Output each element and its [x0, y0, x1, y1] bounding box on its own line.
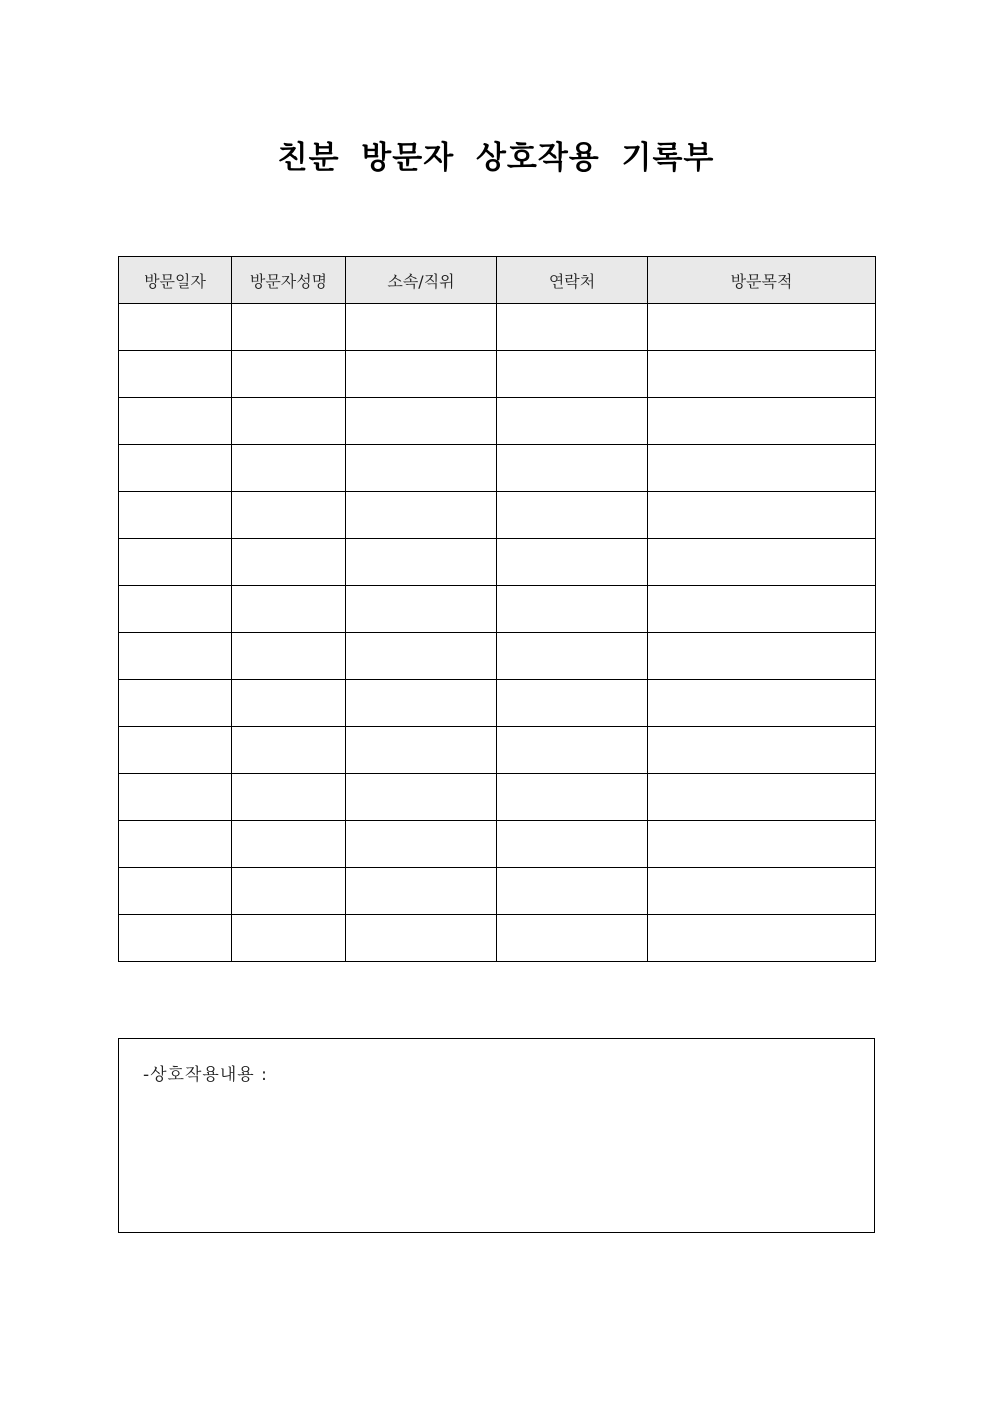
table-row — [119, 304, 876, 351]
affiliation-position-cell[interactable] — [346, 680, 497, 727]
visitor-name-cell[interactable] — [232, 821, 346, 868]
contact-cell[interactable] — [497, 868, 648, 915]
interaction-notes-box[interactable] — [118, 1038, 875, 1233]
contact-cell[interactable] — [497, 351, 648, 398]
affiliation-position-cell[interactable] — [346, 398, 497, 445]
affiliation-position-cell[interactable] — [346, 774, 497, 821]
visit-purpose-cell[interactable] — [648, 398, 876, 445]
visitor-name-cell[interactable] — [232, 774, 346, 821]
affiliation-position-cell[interactable] — [346, 727, 497, 774]
visit-purpose-cell[interactable] — [648, 492, 876, 539]
table-row — [119, 445, 876, 492]
affiliation-position-cell[interactable] — [346, 868, 497, 915]
visit-purpose-cell[interactable] — [648, 351, 876, 398]
table-row — [119, 915, 876, 962]
visitor-name-cell[interactable] — [232, 398, 346, 445]
visit-purpose-cell[interactable] — [648, 445, 876, 492]
contact-cell[interactable] — [497, 398, 648, 445]
visit-date-cell[interactable] — [119, 868, 232, 915]
affiliation-position-cell[interactable] — [346, 915, 497, 962]
column-header-contact: 연락처 — [497, 257, 648, 304]
visit-date-cell[interactable] — [119, 539, 232, 586]
visit-date-cell[interactable] — [119, 398, 232, 445]
contact-cell[interactable] — [497, 774, 648, 821]
table-row — [119, 821, 876, 868]
visit-purpose-cell[interactable] — [648, 304, 876, 351]
visitor-name-cell[interactable] — [232, 351, 346, 398]
visitor-name-cell[interactable] — [232, 492, 346, 539]
table-row — [119, 680, 876, 727]
visit-date-cell[interactable] — [119, 633, 232, 680]
contact-cell[interactable] — [497, 680, 648, 727]
visitor-name-cell[interactable] — [232, 539, 346, 586]
table-row — [119, 398, 876, 445]
visitor-name-cell[interactable] — [232, 680, 346, 727]
affiliation-position-cell[interactable] — [346, 445, 497, 492]
table-row — [119, 539, 876, 586]
column-header-visit-date: 방문일자 — [119, 257, 232, 304]
visit-date-cell[interactable] — [119, 304, 232, 351]
visit-date-cell[interactable] — [119, 680, 232, 727]
column-header-affiliation-position: 소속/직위 — [346, 257, 497, 304]
contact-cell[interactable] — [497, 445, 648, 492]
column-header-visit-purpose: 방문목적 — [648, 257, 876, 304]
document-title: 친분 방문자 상호작용 기록부 — [277, 140, 715, 176]
table-row — [119, 774, 876, 821]
visitor-name-cell[interactable] — [232, 633, 346, 680]
affiliation-position-cell[interactable] — [346, 821, 497, 868]
visit-purpose-cell[interactable] — [648, 680, 876, 727]
visit-date-cell[interactable] — [119, 915, 232, 962]
contact-cell[interactable] — [497, 586, 648, 633]
contact-cell[interactable] — [497, 633, 648, 680]
affiliation-position-cell[interactable] — [346, 539, 497, 586]
contact-cell[interactable] — [497, 539, 648, 586]
contact-cell[interactable] — [497, 492, 648, 539]
visit-date-cell[interactable] — [119, 586, 232, 633]
table-header-row — [119, 257, 876, 304]
table-row — [119, 586, 876, 633]
visit-date-cell[interactable] — [119, 774, 232, 821]
table-row — [119, 351, 876, 398]
contact-cell[interactable] — [497, 304, 648, 351]
table-row — [119, 633, 876, 680]
table-row — [119, 868, 876, 915]
visit-purpose-cell[interactable] — [648, 586, 876, 633]
visitor-log-table — [118, 256, 876, 962]
contact-cell[interactable] — [497, 821, 648, 868]
visit-purpose-cell[interactable] — [648, 633, 876, 680]
visit-date-cell[interactable] — [119, 821, 232, 868]
visitor-name-cell[interactable] — [232, 445, 346, 492]
affiliation-position-cell[interactable] — [346, 304, 497, 351]
visit-purpose-cell[interactable] — [648, 727, 876, 774]
visit-date-cell[interactable] — [119, 351, 232, 398]
affiliation-position-cell[interactable] — [346, 633, 497, 680]
visit-date-cell[interactable] — [119, 492, 232, 539]
visitor-name-cell[interactable] — [232, 727, 346, 774]
table-row — [119, 727, 876, 774]
contact-cell[interactable] — [497, 727, 648, 774]
affiliation-position-cell[interactable] — [346, 586, 497, 633]
visit-date-cell[interactable] — [119, 445, 232, 492]
affiliation-position-cell[interactable] — [346, 492, 497, 539]
visitor-name-cell[interactable] — [232, 868, 346, 915]
visitor-name-cell[interactable] — [232, 586, 346, 633]
table-row — [119, 492, 876, 539]
visitor-name-cell[interactable] — [232, 304, 346, 351]
visit-purpose-cell[interactable] — [648, 774, 876, 821]
contact-cell[interactable] — [497, 915, 648, 962]
visit-purpose-cell[interactable] — [648, 821, 876, 868]
visit-date-cell[interactable] — [119, 727, 232, 774]
interaction-notes-label: -상호작용내용 : — [143, 1065, 268, 1085]
visit-purpose-cell[interactable] — [648, 915, 876, 962]
affiliation-position-cell[interactable] — [346, 351, 497, 398]
visit-purpose-cell[interactable] — [648, 539, 876, 586]
visitor-name-cell[interactable] — [232, 915, 346, 962]
column-header-visitor-name: 방문자성명 — [232, 257, 346, 304]
visit-purpose-cell[interactable] — [648, 868, 876, 915]
